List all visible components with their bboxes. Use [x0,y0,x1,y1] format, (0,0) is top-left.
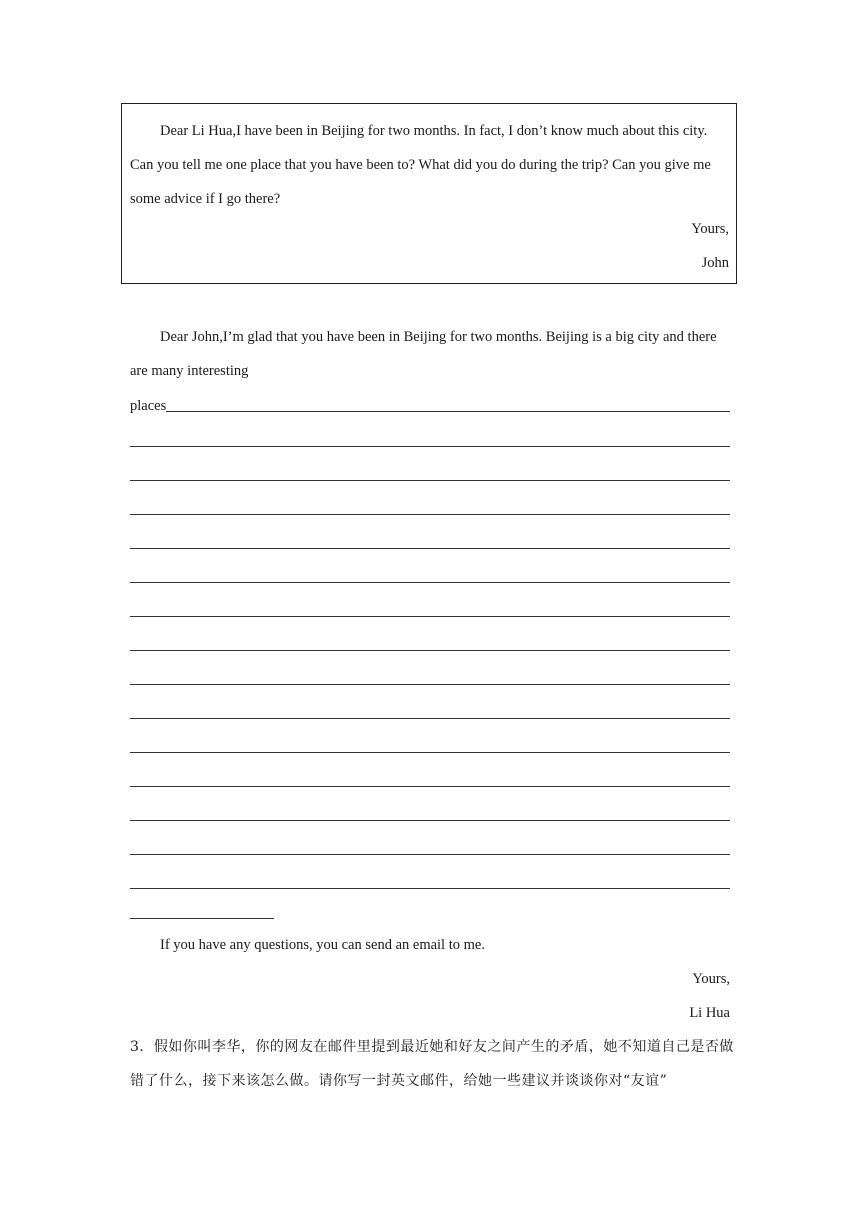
answer-line[interactable] [130,514,730,515]
reply-intro: Dear John,I’m glad that you have been in Beijing for two months. Beijing is a big city and there are many interesting [130,329,717,379]
answer-line[interactable] [130,446,730,447]
answer-line[interactable] [130,786,730,787]
answer-line[interactable] [130,616,730,617]
answer-line[interactable] [130,650,730,651]
letter-box [121,103,737,284]
answer-line[interactable] [130,718,730,719]
answer-line[interactable] [130,548,730,549]
places-answer-row[interactable] [130,395,730,415]
letter-closing: Yours, [691,221,729,237]
answer-line[interactable] [166,397,730,412]
answer-line[interactable] [130,684,730,685]
answer-line-short[interactable] [130,918,274,919]
answer-line[interactable] [130,854,730,855]
answer-line[interactable] [130,480,730,481]
answer-line[interactable] [130,888,730,889]
reply-signature: Li Hua [689,1005,730,1021]
reply-closing-sentence: If you have any questions, you can send an email to me. [160,937,485,953]
task-3-prompt: 3．假如你叫李华，你的网友在邮件里提到最近她和好友之间产生的矛盾，她不知道自己是否做错了什么，接下来该怎么做。请你写一封英文邮件，给她一些建议并谈谈你对“友谊” [130,1039,734,1089]
letter-signature: John [701,255,729,271]
places-word: places [130,398,167,414]
answer-line[interactable] [130,582,730,583]
reply-closing: Yours, [692,971,730,987]
letter-text: Dear Li Hua,I have been in Beijing for two months. In fact, I don’t know much about this city. Can you tell me one place that you have been to? What did you do during the trip? Can you give me some advice if I go there? [130,123,711,207]
answer-line[interactable] [130,820,730,821]
answer-line[interactable] [130,752,730,753]
